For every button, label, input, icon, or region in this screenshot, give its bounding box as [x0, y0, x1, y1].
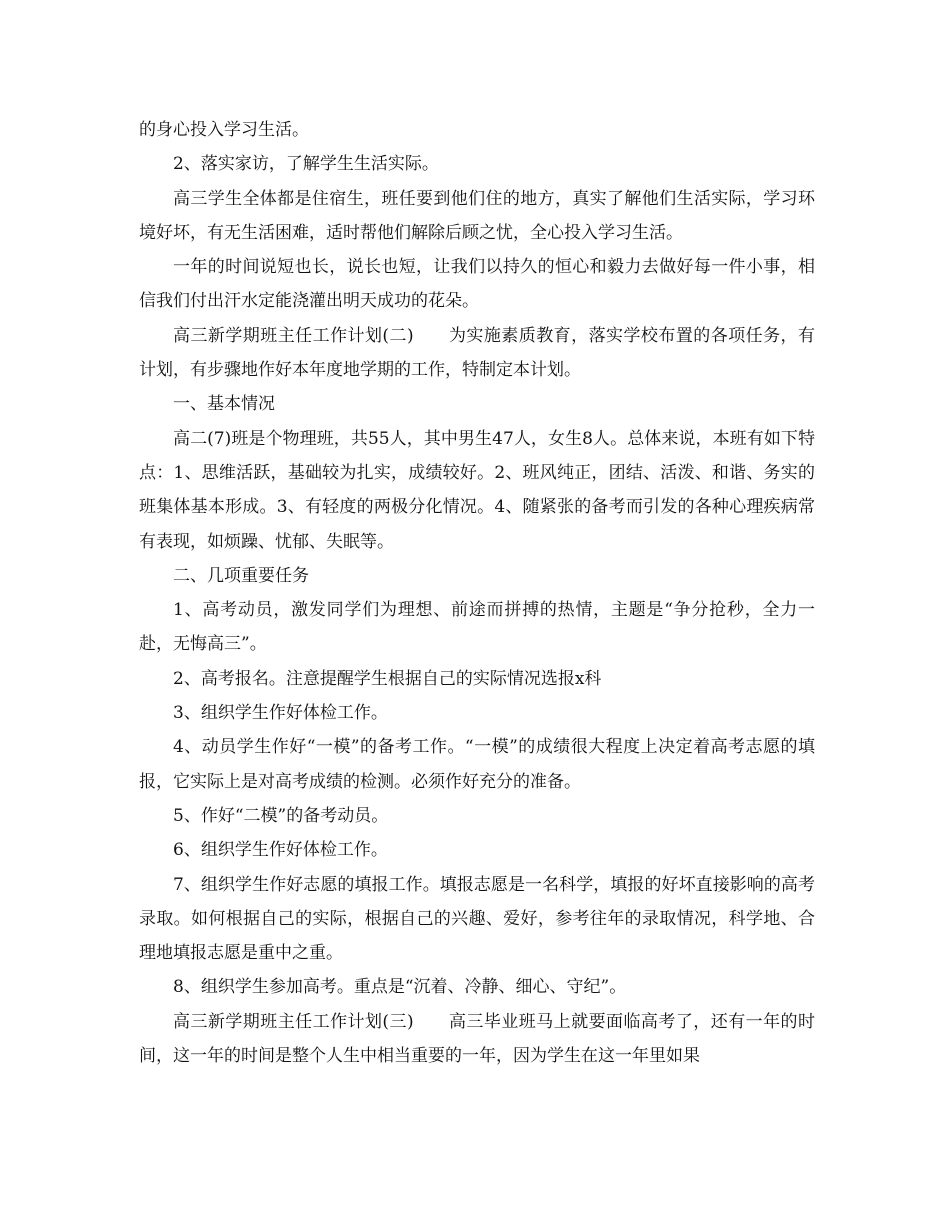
paragraph: 的身心投入学习生活。 — [139, 120, 309, 140]
paragraph: 2、落实家访，了解学生生活实际。 — [173, 154, 439, 175]
list-item: 6、组织学生作好体检工作。 — [173, 840, 388, 861]
list-item: 2、高考报名。注意提醒学生根据自己的实际情况选报x科 — [173, 668, 602, 689]
list-item: 7、组织学生作好志愿的填报工作。填报志愿是一名科学，填报的好坏直接影响的高考录取。如何根据自己的实际，根据自己的兴趣、爱好，参考往年的录取情况，科学地、合理地填报志愿是重中之重。 — [139, 874, 815, 964]
list-item: 4、动员学生作好“一模”的备考工作。“一模”的成绩很大程度上决定着高考志愿的填报，它实际上是对高考成绩的检测。必须作好充分的准备。 — [139, 737, 815, 792]
section-heading: 二、几项重要任务 — [173, 565, 309, 586]
paragraph: 一年的时间说短也长，说长也短，让我们以持久的恒心和毅力去做好每一件小事，相信我们付出汗水定能浇灌出明天成功的花朵。 — [139, 257, 815, 312]
list-item: 8、组织学生参加高考。重点是“沉着、冷静、细心、守纪”。 — [173, 977, 627, 998]
section-heading: 一、基本情况 — [173, 394, 275, 415]
list-item: 3、组织学生作好体检工作。 — [173, 703, 388, 724]
document-body — [139, 113, 815, 1073]
paragraph: 高二(7)班是个物理班，共55人，其中男生47人，女生8人。总体来说，本班有如下特点：1、思维活跃，基础较为扎实，成绩较好。2、班风纯正，团结、活泼、和谐、务实的班集体基本形成。3、有轻度的两极分化情况。4、随紧张的备考而引发的各种心理疾病常有表现，如烦躁、忧郁、失眠等。 — [139, 428, 815, 552]
paragraph: 高三学生全体都是住宿生，班任要到他们住的地方，真实了解他们生活实际，学习环境好坏，有无生活困难，适时帮他们解除后顾之忧，全心投入学习生活。 — [139, 188, 815, 243]
list-item: 5、作好“二模”的备考动员。 — [173, 805, 389, 826]
paragraph: 高三新学期班主任工作计划(三) 高三毕业班马上就要面临高考了，还有一年的时间，这一年的时间是整个人生中相当重要的一年，因为学生在这一年里如果 — [139, 1011, 815, 1067]
paragraph: 高三新学期班主任工作计划(二) 为实施素质教育，落实学校布置的各项任务，有计划，有步骤地作好本年度地学期的工作，特制定本计划。 — [139, 325, 815, 381]
list-item: 1、高考动员，激发同学们为理想、前途而拼搏的热情，主题是“争分抢秒，全力一赴，无悔高三”。 — [139, 600, 815, 655]
